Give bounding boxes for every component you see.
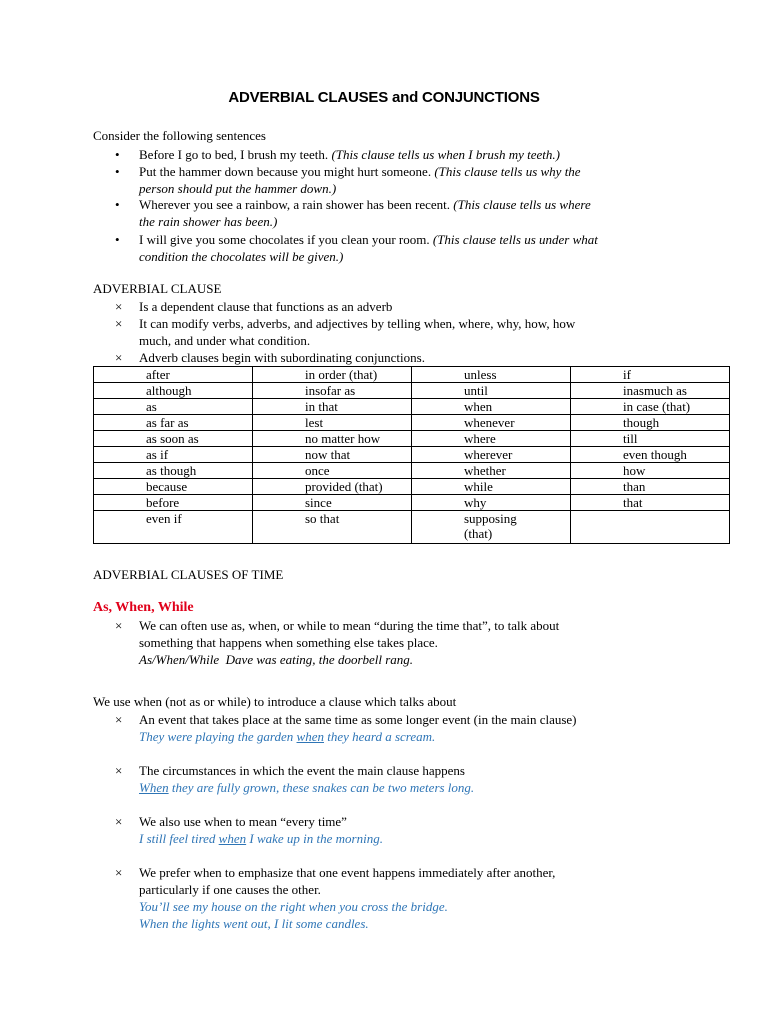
conjunction: lest (305, 415, 324, 430)
when-example: I still feel tired when I wake up in the morning. (139, 831, 383, 846)
conjunction: after (146, 367, 170, 382)
conjunctions-table (93, 366, 730, 544)
document-title: ADVERBIAL CLAUSES and CONJUNCTIONS (228, 89, 540, 106)
when-example: When they are fully grown, these snakes can be two meters long. (139, 780, 475, 795)
bullet-x: × (115, 350, 123, 365)
table-row (94, 463, 730, 479)
example-sentence: I will give you some chocolates if you clean your room. (139, 232, 433, 247)
conjunction: insofar as (305, 383, 356, 398)
table-row (94, 415, 730, 431)
conjunction: whenever (464, 415, 515, 430)
table-cell (253, 495, 412, 511)
table-row (94, 495, 730, 511)
table-cell (412, 415, 571, 431)
conjunction: now that (305, 447, 351, 462)
conjunction: inasmuch as (623, 383, 687, 398)
example-note-cont: person should put the hammer down.) (139, 181, 337, 196)
table-cell (571, 383, 730, 399)
table-cell (571, 463, 730, 479)
table-cell (571, 399, 730, 415)
when-intro: We use when (not as or while) to introduce a clause which talks about (93, 694, 457, 709)
conjunction: unless (464, 367, 497, 382)
table-cell (571, 447, 730, 463)
conjunction: than (623, 479, 646, 494)
conjunction: if (623, 367, 631, 382)
bullet-dot: • (115, 197, 120, 212)
table-cell (94, 495, 253, 511)
bullet-dot: • (115, 164, 120, 179)
table-cell (571, 415, 730, 431)
bullet-x: × (115, 712, 123, 727)
table-cell (94, 479, 253, 495)
conjunction: though (623, 415, 660, 430)
table-cell (412, 495, 571, 511)
bullet-dot: • (115, 232, 120, 247)
table-cell (412, 447, 571, 463)
table-cell (412, 399, 571, 415)
as-when-while-heading: As, When, While (93, 600, 194, 615)
conjunction: even if (146, 511, 182, 526)
conjunction: provided (that) (305, 479, 383, 494)
adverbial-clause-heading: ADVERBIAL CLAUSE (93, 281, 222, 296)
table-row (94, 447, 730, 463)
prefer-example: When the lights went out, I lit some candles. (139, 916, 369, 931)
example-sentence: Before I go to bed, I brush my teeth. (139, 147, 332, 162)
table-cell (571, 479, 730, 495)
conjunction: as (146, 399, 157, 414)
conjunction: that (623, 495, 643, 510)
table-cell (94, 415, 253, 431)
table-cell (94, 399, 253, 415)
bullet-x: × (115, 618, 123, 633)
conjunction: as though (146, 463, 197, 478)
table-cell (571, 495, 730, 511)
conjunction: in case (that) (623, 399, 691, 414)
table-cell (253, 463, 412, 479)
example-note-cont: condition the chocolates will be given.) (139, 249, 344, 264)
table-row (94, 383, 730, 399)
example-note-cont: the rain shower has been.) (139, 214, 278, 229)
aww-example-label: As/When/While (139, 652, 220, 667)
table-cell (571, 367, 730, 383)
table-cell (571, 511, 730, 544)
bullet-x: × (115, 299, 123, 314)
conjunction: while (464, 479, 493, 494)
table-cell (94, 463, 253, 479)
conjunction: no matter how (305, 431, 381, 446)
example-note: (This clause tells us where (453, 197, 591, 212)
conjunction: in that (305, 399, 338, 414)
conjunction: as soon as (146, 431, 199, 446)
intro-text: Consider the following sentences (93, 128, 266, 143)
table-cell (253, 367, 412, 383)
conjunction: because (146, 479, 188, 494)
conjunction: so that (305, 511, 340, 526)
time-heading: ADVERBIAL CLAUSES OF TIME (93, 567, 284, 582)
conjunction: when (464, 399, 493, 414)
conjunction: how (623, 463, 646, 478)
table-cell (412, 511, 571, 544)
table-cell (253, 383, 412, 399)
table-row (94, 479, 730, 495)
example-note: (This clause tells us under what (432, 232, 598, 247)
example-sentence: Wherever you see a rainbow, a rain shower has been recent. (139, 197, 454, 212)
table-row (94, 431, 730, 447)
when-example: They were playing the garden when they heard a scream. (139, 729, 436, 744)
table-cell (412, 479, 571, 495)
table-cell (94, 511, 253, 544)
conjunction-cont: (that) (464, 526, 493, 541)
conjunction: where (464, 431, 496, 446)
example-note: (This clause tells us when I brush my teeth.) (331, 147, 560, 162)
document-page: ADVERBIAL CLAUSES and CONJUNCTIONS Consider the following sentences • Before I go to bed, I brush my teeth. (This clause tells us when I brush my teeth.) • Put the hammer down because you might hurt someone. (This clause tells us why the person should put the hammer down.) • Wherever you see a rainbow, a rain shower has been recent. (This clause tells us where the rain shower has been.) • I will give you some chocolates if you clean your room. (This clause tells us under what condition the chocolates will be given.) ADVERBIAL CLAUSE × Is a dependent clause that functions as an adverb × It can modify verbs, adverbs, and adjectives by telling when, where, why, how, how much, and under what condition. × Adverb clauses begin with subordinating conjunctions. after in order (that) unless if although insofar as until inasmuch as as in that when in case (that) as far as lest whenever though as soon as no matter how where till as if now that wherever even though as though once whether how because provided (that) while than before since why that even if so that supposing (that) ADVERBIAL CLAUSES OF TIME As, When, While × We can often use as, when, or while to mean “during the time that”, to talk about something that happens when something else takes place. As/When/While Dave was eating, the doorbell rang. We use when (not as or while) to introduce a clause which talks about × An event that takes place at the same time as some longer event (in the main clause) They were playing the garden when they heard a scream. × The circumstances in which the event the main clause happens When they are fully grown, these snakes can be two meters long. × We also use when to mean “every time” I still feel tired when I wake up in the morning. × We prefer when to emphasize that one event happens immediately after another, particularly if one causes the other. You’ll see my house on the right when you cross the bridge. When the lights went out, I lit some candles. (0, 0, 768, 1024)
table-cell (253, 479, 412, 495)
table-row (94, 399, 730, 415)
bullet-x: × (115, 763, 123, 778)
table-cell (253, 399, 412, 415)
conjunction: although (146, 383, 192, 398)
table-cell (253, 415, 412, 431)
conjunction: as far as (146, 415, 189, 430)
table-cell (94, 367, 253, 383)
conjunction: in order (that) (305, 367, 378, 382)
conjunction: till (623, 431, 638, 446)
table-cell (253, 431, 412, 447)
table-cell (412, 383, 571, 399)
example-sentence: Put the hammer down because you might hurt someone. (139, 164, 435, 179)
conjunction: before (146, 495, 180, 510)
conjunction: even though (623, 447, 687, 462)
table-cell (412, 431, 571, 447)
conjunction: once (305, 463, 330, 478)
table-cell (253, 447, 412, 463)
table-cell (412, 463, 571, 479)
aww-example-text: Dave was eating, the doorbell rang. (219, 652, 414, 667)
conjunction: until (464, 383, 488, 398)
table-cell (412, 367, 571, 383)
example-note: (This clause tells us why the (434, 164, 581, 179)
bullet-x: × (115, 814, 123, 829)
table-cell (94, 431, 253, 447)
bullet-x: × (115, 865, 123, 880)
bullet-x: × (115, 316, 123, 331)
conjunction: why (464, 495, 487, 510)
conjunction: wherever (464, 447, 513, 462)
table-cell (94, 383, 253, 399)
conjunction: supposing (464, 511, 517, 526)
bullet-dot: • (115, 147, 120, 162)
conjunction: as if (146, 447, 169, 462)
table-row (94, 367, 730, 383)
conjunction: since (305, 495, 332, 510)
conjunction: whether (464, 463, 506, 478)
prefer-example: You’ll see my house on the right when you cross the bridge. (139, 899, 448, 914)
table-row (94, 511, 730, 544)
table-cell (253, 511, 412, 544)
table-cell (94, 447, 253, 463)
table-cell (571, 431, 730, 447)
